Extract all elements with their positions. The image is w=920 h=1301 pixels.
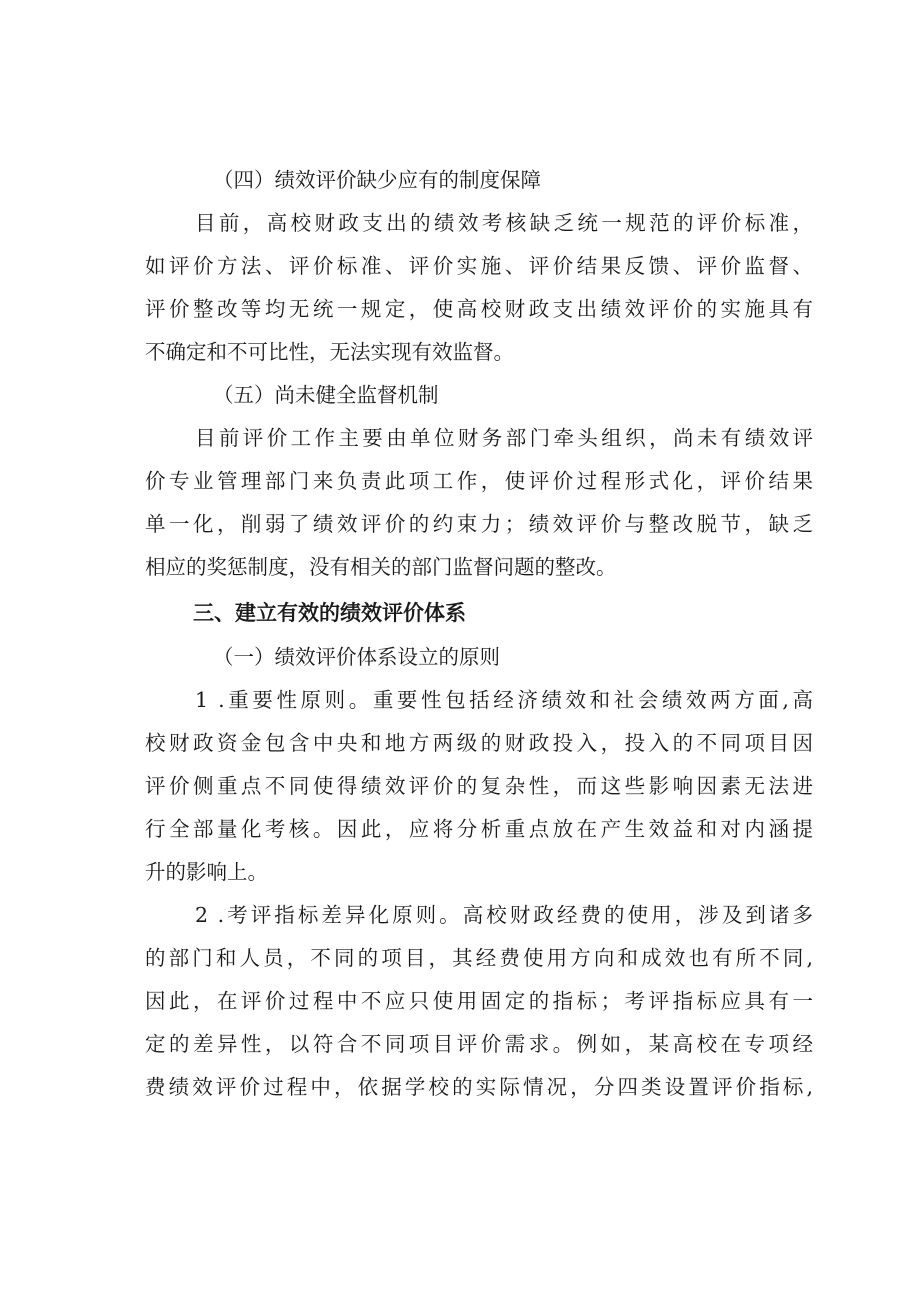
paragraph-line: 相应的奖惩制度，没有相关的部门监督问题的整改。	[145, 555, 617, 579]
paragraph-line: 不确定和不可比性，无法实现有效监督。	[145, 340, 514, 364]
paragraph-line: 单一化，削弱了绩效评价的约束力；绩效评价与整改脱节，缺乏	[145, 512, 813, 536]
paragraph-line: 目前，高校财政支出的绩效考核缺乏统一规范的评价标准，	[195, 211, 813, 235]
paragraph-line: 的部门和人员，不同的项目，其经费使用方向和成效也有所不同,	[145, 946, 813, 970]
paragraph-line: 因此，在评价过程中不应只使用固定的指标；考评指标应具有一	[145, 989, 813, 1013]
section-heading-4: （四）绩效评价缺少应有的制度保障	[213, 168, 541, 192]
paragraph-line: 定的差异性，以符合不同项目评价需求。例如，某高校在专项经	[145, 1032, 813, 1056]
subsection-heading-1: （一）绩效评价体系设立的原则	[213, 645, 500, 669]
chapter-heading-3: 三、建立有效的绩效评价体系	[193, 601, 466, 625]
paragraph-line: 费绩效评价过程中，依据学校的实际情况，分四类设置评价指标,	[145, 1075, 813, 1099]
paragraph-line: 价专业管理部门来负责此项工作，使评价过程形式化，评价结果	[145, 469, 813, 493]
paragraph-line: 评价侧重点不同使得绩效评价的复杂性，而这些影响因素无法进	[145, 774, 813, 798]
paragraph-line: 如评价方法、评价标准、评价实施、评价结果反馈、评价监督、	[145, 254, 813, 278]
paragraph-line: 1 .重要性原则。重要性包括经济绩效和社会绩效两方面,高	[195, 688, 813, 712]
paragraph-line: 行全部量化考核。因此，应将分析重点放在产生效益和对内涵提	[145, 817, 813, 841]
paragraph-line: 校财政资金包含中央和地方两级的财政投入，投入的不同项目因	[145, 731, 813, 755]
paragraph-line: 目前评价工作主要由单位财务部门牵头组织，尚未有绩效评	[195, 426, 813, 450]
section-heading-5: （五）尚未健全监督机制	[213, 383, 439, 407]
paragraph-line: 2 .考评指标差异化原则。高校财政经费的使用，涉及到诸多	[195, 903, 813, 927]
paragraph-line: 升的影响上。	[145, 860, 268, 884]
paragraph-line: 评价整改等均无统一规定，使高校财政支出绩效评价的实施具有	[145, 297, 813, 321]
